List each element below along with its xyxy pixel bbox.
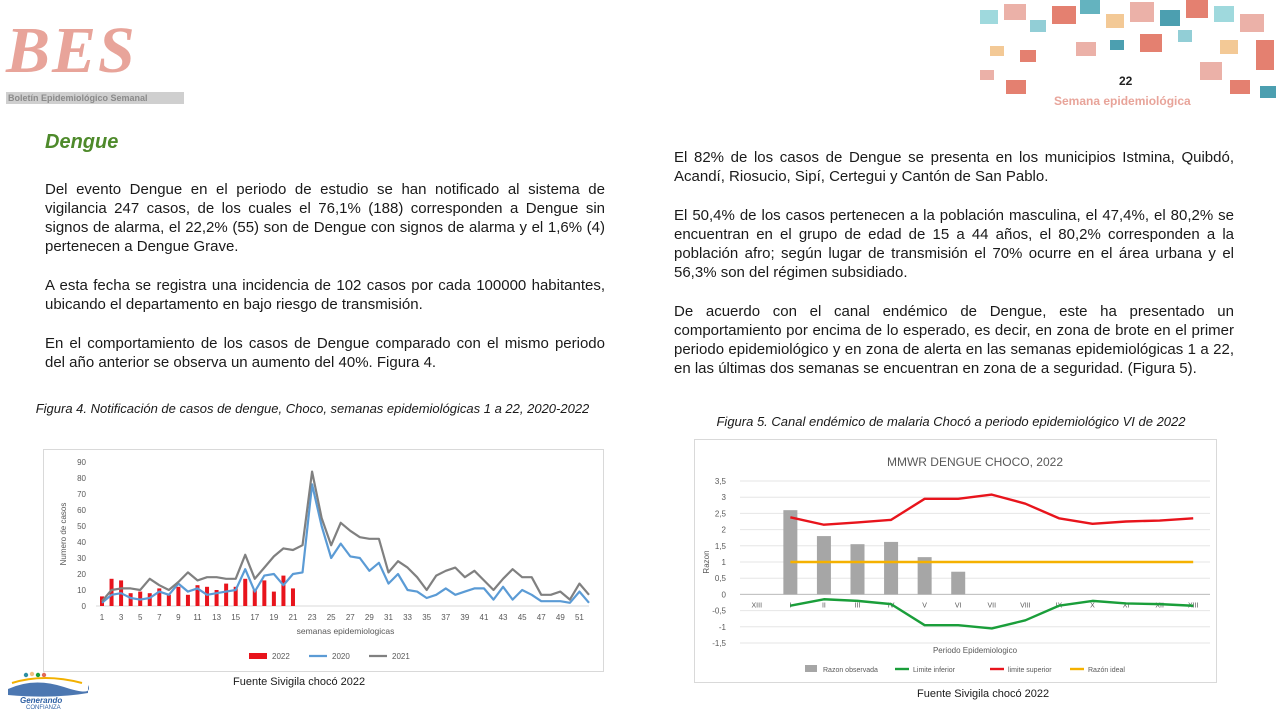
x-tick-label: 41 [479, 613, 489, 622]
bar-2022 [148, 593, 152, 606]
legend-label-2021: 2021 [392, 652, 410, 661]
x-tick-label: 39 [460, 613, 470, 622]
y-tick-label: 60 [77, 506, 86, 515]
bar-2022 [291, 588, 295, 606]
x-tick-label: 7 [157, 613, 162, 622]
x-tick-label: 51 [574, 613, 584, 622]
figure-5-chart [694, 439, 1217, 683]
bar-razon-observada [783, 510, 797, 594]
x-tick-label: 43 [498, 613, 508, 622]
legend-label-2022: 2022 [272, 652, 290, 661]
legend-label-Limite inferior: Limite inferior [913, 667, 956, 674]
x-tick-label: IX [1055, 602, 1063, 610]
bar-razon-observada [951, 572, 965, 595]
figure-5-caption: Figura 5. Canal endémico de malaria Chocó a periodo epidemiológico VI de 2022 [716, 414, 1186, 429]
y-tick-label: 10 [77, 586, 86, 595]
x-tick-label: 9 [176, 613, 181, 622]
x-tick-label: III [854, 602, 861, 610]
y-tick-label: 90 [77, 458, 86, 467]
line-2021 [102, 472, 589, 602]
y-tick-label: 40 [77, 538, 86, 547]
x-tick-label: 27 [345, 613, 355, 622]
x-tick-label: 37 [441, 613, 451, 622]
y-tick-label: 30 [77, 554, 86, 563]
x-tick-label: XII [1155, 602, 1164, 610]
x-tick-label: XIII [751, 602, 763, 610]
y-tick-label: 20 [77, 570, 86, 579]
y-tick-label: 0,5 [714, 574, 726, 584]
bes-logo-subtitle: Boletín Epidemiológico Semanal [6, 92, 184, 104]
legend-swatch-2022 [249, 653, 267, 659]
bar-2022 [129, 593, 133, 606]
left-paragraph-1: Del evento Dengue en el periodo de estudio se han notificado al sistema de vigilancia 247 casos, de los cuales el 76,1% (188) corresponden a Dengue sin signos de alarma, el 22,2% (55) son de Dengue con signos de alarma y el 1,6% (4) pertenecen a Dengue Grave. [45, 181, 605, 255]
x-tick-label: 15 [231, 613, 241, 622]
x-tick-label: 13 [212, 613, 222, 622]
x-tick-label: 3 [118, 613, 124, 622]
y-tick-label: 0 [81, 602, 86, 611]
y-axis-label: Razon [702, 550, 711, 574]
legend-label-Razón ideal: Razón ideal [1088, 667, 1125, 674]
figure-5-source: Fuente Sivigila chocó 2022 [917, 688, 1050, 700]
x-tick-label: 23 [307, 613, 317, 622]
x-tick-label: XIII [1187, 602, 1199, 610]
legend-label-limite superior: limite superior [1008, 667, 1052, 674]
bar-2022 [176, 587, 180, 606]
x-tick-label: I [789, 602, 792, 610]
line-limite superior [790, 495, 1193, 525]
figure-5-svg [695, 440, 1216, 682]
x-tick-label: VI [954, 602, 962, 610]
bar-2022 [243, 579, 247, 606]
x-tick-label: V [922, 602, 927, 610]
y-tick-label: 50 [77, 522, 86, 531]
x-tick-label: 45 [517, 613, 527, 622]
x-tick-label: 21 [288, 613, 298, 622]
x-tick-label: 29 [364, 613, 374, 622]
bar-2022 [272, 592, 276, 606]
x-tick-label: II [821, 602, 826, 610]
y-tick-label: 1,5 [714, 541, 726, 551]
x-tick-label: 47 [536, 613, 546, 622]
footer-logo-text-2: CONFIANZA [26, 705, 61, 711]
x-tick-label: 11 [193, 613, 202, 622]
bes-logo: BES [6, 14, 137, 87]
x-tick-label: IV [887, 602, 895, 610]
legend-label-2020: 2020 [332, 652, 350, 661]
y-tick-label: 1 [721, 558, 726, 567]
week-number: 22 [1119, 74, 1133, 88]
bar-razon-observada [851, 544, 865, 594]
x-tick-label: XI [1122, 602, 1130, 610]
x-tick-label: 35 [422, 613, 432, 622]
bar-2022 [224, 584, 228, 606]
x-tick-label: 5 [137, 613, 143, 622]
y-tick-label: 3 [721, 493, 726, 503]
right-paragraph-2: El 50,4% de los casos pertenecen a la población masculina, el 47,4%, el 80,2% se encuentran en el grupo de edad de 15 a 44 años, el 80,2% corresponden a la población afro; según lugar de transmisión el 70% ocurre en el área urbana y el 56,3% son del régimen subsidiado. [674, 207, 1234, 281]
figure-4-source: Fuente Sivigila chocó 2022 [233, 676, 366, 688]
legend-swatch-Razon observada [805, 665, 817, 672]
x-tick-label: 1 [99, 613, 105, 622]
section-title: Dengue [45, 131, 119, 153]
y-tick-label: -0,5 [712, 606, 726, 616]
right-paragraph-1: El 82% de los casos de Dengue se presenta en los municipios Istmina, Quibdó, Acandí, Riosucio, Sipí, Certegui y Cantón de San Pablo. [674, 149, 1234, 185]
y-tick-label: 2 [721, 525, 726, 535]
x-tick-label: 19 [269, 613, 279, 622]
bar-2022 [186, 595, 190, 606]
bar-2022 [281, 576, 285, 606]
y-tick-label: -1 [718, 622, 726, 632]
footer-logo-text: Generando [20, 696, 63, 705]
x-tick-label: 25 [326, 613, 336, 622]
x-tick-label: X [1090, 602, 1095, 610]
y-tick-label: -1,5 [712, 639, 726, 648]
figure-4-caption: Figura 4. Notificación de casos de dengue, Choco, semanas epidemiológicas 1 a 22, 2020-2022 [35, 401, 590, 416]
left-paragraph-2: A esta fecha se registra una incidencia de 102 casos por cada 100000 habitantes, ubicando el departamento en bajo riesgo de transmisión. [45, 277, 605, 313]
x-tick-label: 31 [384, 613, 393, 622]
x-axis-label: Periodo Epidemiologico [932, 646, 1018, 655]
bar-2022 [167, 595, 171, 606]
bar-2022 [262, 580, 266, 606]
y-tick-label: 2,5 [714, 509, 726, 519]
bar-2022 [205, 587, 209, 606]
y-tick-label: 80 [77, 474, 86, 483]
x-axis-label: semanas epidemiologicas [296, 626, 395, 636]
x-tick-label: VII [987, 602, 997, 610]
figure-4-svg [44, 450, 603, 671]
y-tick-label: 0 [721, 590, 726, 600]
bar-razon-observada [884, 542, 898, 594]
y-axis-label: Numero de casos [59, 502, 68, 566]
y-tick-label: 3,5 [714, 477, 726, 486]
right-paragraph-3: De acuerdo con el canal endémico de Dengue, este ha presentado un comportamiento por encima de lo esperado, es decir, en zona de brote en el primer periodo epidemiológico y en zona de alerta en las semanas epidemiológicas 1 a 22, en las últimas dos semanas se encuentran en zona de a seguridad. (Figura 5). [674, 303, 1234, 377]
chart-title: MMWR DENGUE CHOCO, 2022 [886, 455, 1064, 469]
figure-4-chart [43, 449, 604, 672]
week-label: Semana epidemiológica [1054, 94, 1191, 108]
x-tick-label: 33 [403, 613, 413, 622]
bar-razon-observada [817, 536, 831, 594]
x-tick-label: 17 [250, 613, 260, 622]
legend-label-Razon observada: Razon observada [823, 667, 878, 674]
x-tick-label: 49 [555, 613, 565, 622]
y-tick-label: 70 [77, 490, 86, 499]
left-paragraph-3: En el comportamiento de los casos de Dengue comparado con el mismo periodo del año anterior se observa un aumento del 40%. Figura 4. [45, 335, 605, 371]
x-tick-label: VIII [1020, 602, 1031, 610]
